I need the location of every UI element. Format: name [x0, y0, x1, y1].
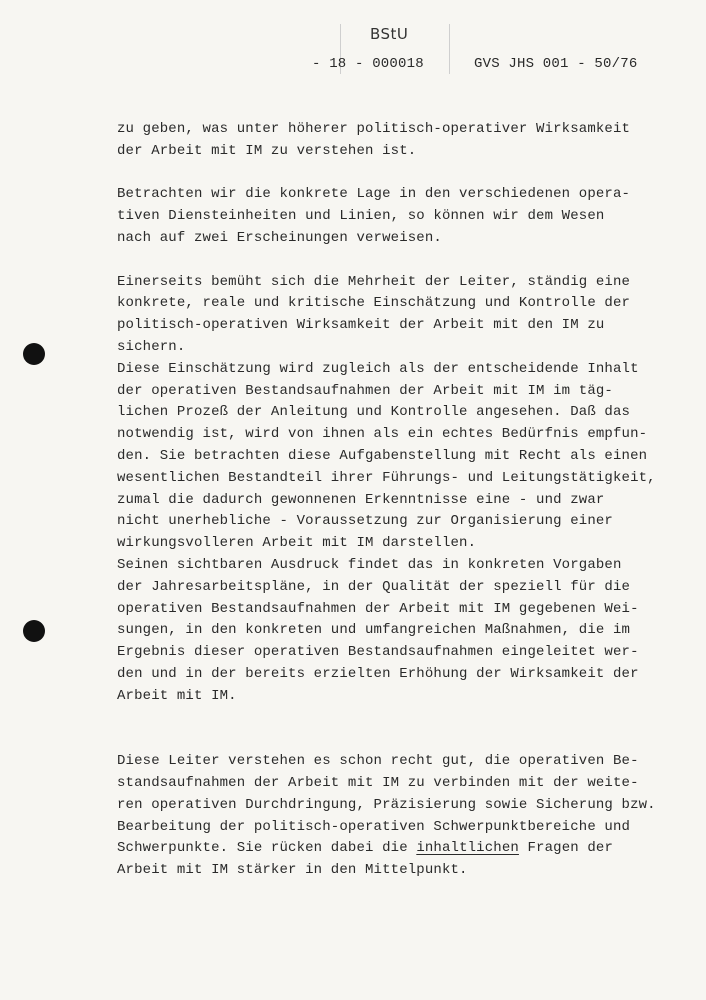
text-line: nach auf zwei Erscheinungen verweisen.	[117, 229, 442, 246]
text-line: Arbeit mit IM stärker in den Mittelpunkt.	[117, 862, 468, 879]
text-line: operativen Bestandsaufnahmen der Arbeit mit IM gegebenen Wei-	[117, 600, 639, 617]
text-line: Arbeit mit IM.	[117, 687, 237, 704]
text-line: Ergebnis dieser operativen Bestandsaufnahmen eingeleitet wer-	[117, 644, 639, 661]
text-line: Einerseits bemüht sich die Mehrheit der Leiter, ständig eine	[117, 273, 631, 290]
text-line: wesentlichen Bestandteil ihrer Führungs- und Leitungstätigkeit,	[117, 469, 656, 486]
text-line: sungen, in den konkreten und umfangreichen Maßnahmen, die im	[117, 622, 631, 639]
text-line: Diese Leiter verstehen es schon recht gut, die operativen Be-	[117, 753, 639, 770]
text-line: tiven Diensteinheiten und Linien, so können wir dem Wesen	[117, 208, 605, 225]
text-line: den und in der bereits erzielten Erhöhung der Wirksamkeit der	[117, 665, 639, 682]
text-fragment: Fragen der	[518, 840, 614, 857]
page-marker: - 18 - 000018	[312, 56, 424, 72]
document-body	[117, 119, 689, 882]
text-line: standsaufnahmen der Arbeit mit IM zu verbinden mit der weite-	[117, 774, 639, 791]
text-line: Seinen sichtbaren Ausdruck findet das in konkreten Vorgaben	[117, 556, 622, 573]
text-line: der Arbeit mit IM zu verstehen ist.	[117, 142, 417, 159]
text-line: konkrete, reale und kritische Einschätzung und Kontrolle der	[117, 295, 631, 312]
archive-stamp: BStU	[370, 25, 409, 43]
text-line: notwendig ist, wird von ihnen als ein echtes Bedürfnis empfun-	[117, 426, 648, 443]
text-line: ren operativen Durchdringung, Präzisierung sowie Sicherung bzw.	[117, 796, 656, 813]
document-reference: GVS JHS 001 - 50/76	[474, 56, 638, 72]
punch-hole-lower	[23, 620, 45, 642]
text-line: der operativen Bestandsaufnahmen der Arbeit mit IM im täg-	[117, 382, 613, 399]
text-line: der Jahresarbeitspläne, in der Qualität der speziell für die	[117, 578, 631, 595]
text-line: den. Sie betrachten diese Aufgabenstellung mit Recht als einen	[117, 447, 648, 464]
punch-hole-upper	[23, 343, 45, 365]
text-line: Bearbeitung der politisch-operativen Schwerpunktbereiche und	[117, 818, 631, 835]
underlined-word: inhaltlichen	[416, 840, 519, 857]
text-line: Betrachten wir die konkrete Lage in den verschiedenen opera-	[117, 186, 631, 203]
text-line: sichern.	[117, 338, 186, 355]
text-line: politisch-operativen Wirksamkeit der Arbeit mit den IM zu	[117, 317, 605, 334]
text-line: zu geben, was unter höherer politisch-operativer Wirksamkeit	[117, 121, 631, 137]
text-line: lichen Prozeß der Anleitung und Kontrolle angesehen. Daß das	[117, 404, 631, 421]
text-line: zumal die dadurch gewonnenen Erkenntnisse eine - und zwar	[117, 491, 605, 508]
text-fragment: Schwerpunkte. Sie rücken dabei die	[117, 840, 417, 857]
text-line: nicht unerhebliche - Voraussetzung zur Organisierung einer	[117, 513, 613, 530]
text-line: Diese Einschätzung wird zugleich als der entscheidende Inhalt	[117, 360, 639, 377]
text-line: wirkungsvolleren Arbeit mit IM darstellen.	[117, 535, 477, 552]
text-line	[117, 838, 689, 860]
